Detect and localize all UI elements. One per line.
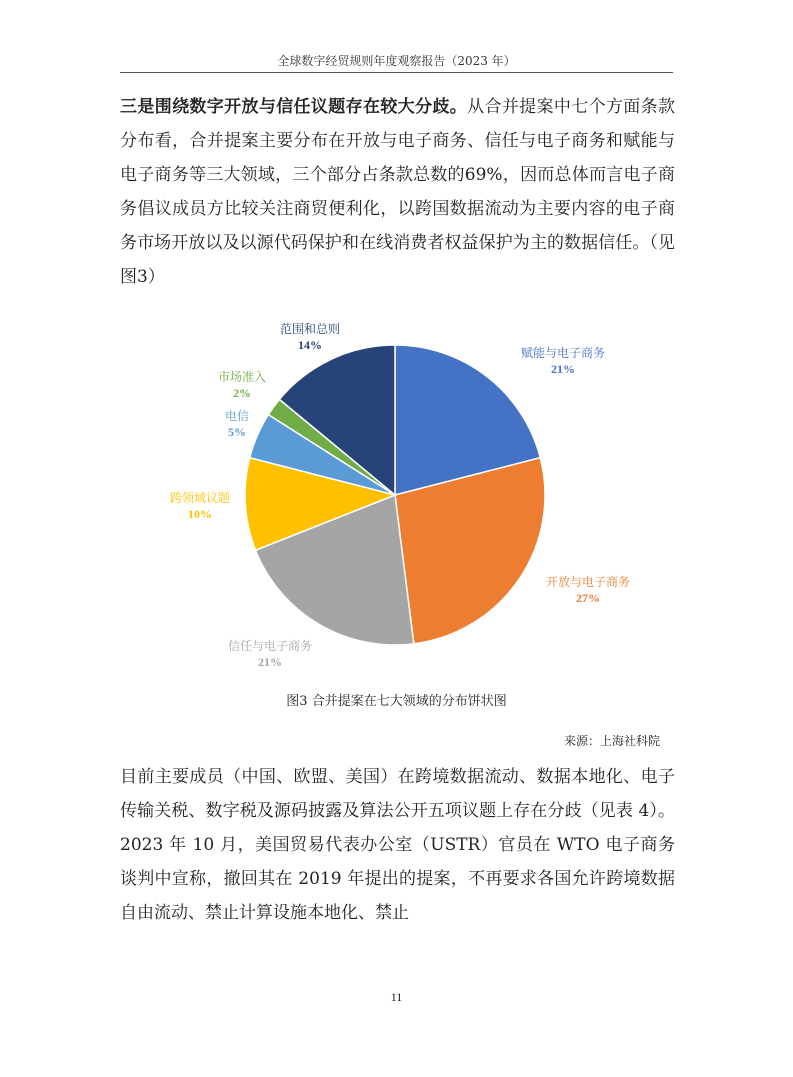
pie-slice-pct-1: 21%	[551, 362, 575, 376]
pie-slice-pct-6: 2%	[233, 386, 251, 400]
running-header: 全球数字经贸规则年度观察报告（2023 年）	[277, 54, 516, 68]
pie-slice-pct-5: 5%	[228, 425, 246, 439]
pie-slices	[245, 345, 545, 645]
header-rule	[120, 72, 673, 73]
figure-caption: 图3 合并提案在七大领域的分布饼状图	[286, 694, 507, 709]
pie-slice-pct-4: 10%	[188, 507, 212, 521]
paragraph-1-body: 从合并提案中七个方面条款分布看，合并提案主要分布在开放与电子商务、信任与电子商务和赋能与电子商务等三大领域，三个部分占条款总数的69%，因而总体而言电子商务倡议成员方比较关注商贸便利化，以跨国数据流动为主要内容的电子商务市场开放以及以源代码保护和在线消费者权益保护为主的数据信任。（见图3）	[120, 97, 676, 287]
pie-chart-svg	[120, 310, 673, 680]
pie-slice-label-3: 信任与电子商务	[227, 639, 313, 653]
pie-slice-pct-7: 14%	[298, 338, 322, 352]
page-number: 11	[390, 990, 403, 1004]
paragraph-1	[120, 90, 675, 294]
pie-slice-label-4: 跨领域议题	[169, 491, 231, 505]
pie-slice-label-7: 范围和总则	[279, 322, 341, 336]
figure-source: 来源：上海社科院	[563, 734, 660, 748]
pie-slice-label-1: 赋能与电子商务	[520, 346, 606, 360]
pie-slice-label-5: 电信	[224, 409, 250, 423]
pie-slice-label-6: 市场准入	[217, 370, 267, 384]
pie-chart	[120, 310, 673, 680]
pie-slice-label-2: 开放与电子商务	[545, 575, 631, 589]
pie-slice-pct-2: 27%	[576, 591, 600, 605]
pie-slice-pct-3: 21%	[258, 655, 282, 669]
paragraph-2: 目前主要成员（中国、欧盟、美国）在跨境数据流动、数据本地化、电子传输关税、数字税及源码披露及算法公开五项议题上存在分歧（见表 4）。2023 年 10 月，美国贸易代表办公室（USTR）官员在 WTO 电子商务谈判中宣称，撤回其在 2019 年提出的提案，不再要求各国允许跨境数据自由流动、禁止计算设施本地化、禁止	[120, 767, 675, 923]
paragraph-1-lead: 三是围绕数字开放与信任议题存在较大分歧。	[120, 97, 468, 117]
